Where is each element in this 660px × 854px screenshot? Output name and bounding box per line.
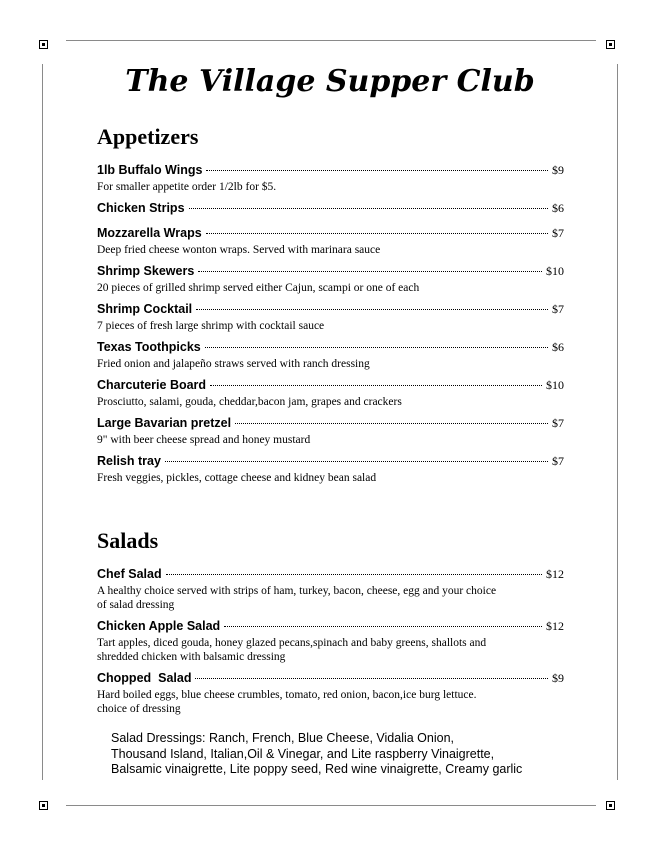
menu-item	[97, 378, 564, 410]
menu-item	[97, 454, 564, 486]
menu-item-description: of salad dressing	[97, 599, 175, 611]
menu-item-name: Chef Salad	[97, 567, 162, 581]
menu-item-description: shredded chicken with balsamic dressing	[97, 651, 286, 663]
dot-leader	[195, 677, 548, 679]
corner-mark-bottom-right	[606, 801, 615, 810]
menu-item-name: Shrimp Skewers	[97, 264, 195, 278]
dot-leader	[205, 346, 548, 348]
section-heading-appetizers: Appetizers	[97, 124, 199, 149]
menu-item-row	[97, 567, 564, 585]
menu-item-description: 20 pieces of grilled shrimp served either Cajun, scampi or one of each	[97, 282, 420, 294]
menu-item-price: $7	[552, 454, 564, 468]
menu-item	[97, 671, 564, 717]
top-border-line	[66, 40, 596, 41]
menu-item-description: Prosciutto, salami, gouda, cheddar,bacon jam, grapes and crackers	[97, 396, 402, 408]
menu-item	[97, 264, 564, 296]
menu-item-price: $10	[546, 264, 564, 278]
dressings-line: Thousand Island, Italian,Oil & Vinegar, and Lite raspberry Vinaigrette,	[111, 746, 495, 761]
menu-item	[97, 302, 564, 334]
dot-leader	[235, 422, 548, 424]
menu-item-name: Chicken Apple Salad	[97, 619, 221, 633]
menu-item-price: $7	[552, 302, 564, 316]
menu-item-description: choice of dressing	[97, 703, 181, 715]
menu-item-row	[97, 619, 564, 637]
menu-item-name: Chopped Salad	[97, 671, 192, 685]
menu-item-name: Relish tray	[97, 454, 161, 468]
menu-item-description: Hard boiled eggs, blue cheese crumbles, tomato, red onion, bacon,ice burg lettuce.	[97, 689, 477, 701]
menu-item-price: $7	[552, 226, 564, 240]
menu-item	[97, 163, 564, 195]
right-border-line	[617, 64, 618, 780]
menu-item-description: Deep fried cheese wonton wraps. Served with marinara sauce	[97, 244, 381, 256]
restaurant-title: The Village Supper Club	[125, 64, 535, 99]
menu-item-description: Tart apples, diced gouda, honey glazed pecans,spinach and baby greens, shallots and	[97, 637, 487, 649]
menu-item	[97, 201, 564, 219]
dot-leader	[224, 625, 542, 627]
menu-item-description: 7 pieces of fresh large shrimp with cocktail sauce	[97, 320, 325, 332]
menu-item-name: 1lb Buffalo Wings	[97, 163, 203, 177]
menu-item-row	[97, 226, 564, 244]
salad-dressings-note	[111, 731, 571, 778]
menu-item-row	[97, 163, 564, 181]
menu-item-price: $10	[546, 378, 564, 392]
menu-item-description: A healthy choice served with strips of ham, turkey, bacon, cheese, egg and your choice	[97, 585, 497, 597]
left-border-line	[42, 64, 43, 780]
menu-item	[97, 619, 564, 665]
menu-item-name: Shrimp Cocktail	[97, 302, 193, 316]
menu-item-price: $7	[552, 416, 564, 430]
menu-item-name: Mozzarella Wraps	[97, 226, 202, 240]
bottom-border-line	[66, 805, 596, 806]
menu-item	[97, 416, 564, 448]
menu-item-description: 9" with beer cheese spread and honey mustard	[97, 434, 311, 446]
menu-item-description: For smaller appetite order 1/2lb for $5.	[97, 181, 277, 193]
dressings-line: Salad Dressings: Ranch, French, Blue Cheese, Vidalia Onion,	[111, 731, 455, 745]
menu-item-row	[97, 264, 564, 282]
menu-item-name: Texas Toothpicks	[97, 340, 201, 354]
dressings-line: Balsamic vinaigrette, Lite poppy seed, Red wine vinaigrette, Creamy garlic	[111, 762, 523, 776]
menu-item-row	[97, 302, 564, 320]
menu-item-row	[97, 416, 564, 434]
dot-leader	[210, 384, 542, 386]
menu-item-row	[97, 671, 564, 689]
corner-mark-bottom-left	[39, 801, 48, 810]
menu-item-row	[97, 201, 564, 219]
menu-item	[97, 567, 564, 613]
corner-mark-top-right	[606, 40, 615, 49]
menu-item-price: $9	[552, 671, 564, 685]
menu-item-row	[97, 340, 564, 358]
menu-item-price: $6	[552, 201, 564, 215]
dot-leader	[196, 308, 548, 310]
menu-item-description: Fresh veggies, pickles, cottage cheese and kidney bean salad	[97, 472, 377, 484]
dot-leader	[198, 270, 542, 272]
menu-item-price: $9	[552, 163, 564, 177]
corner-mark-top-left	[39, 40, 48, 49]
dot-leader	[165, 460, 548, 462]
menu-item-price: $6	[552, 340, 564, 354]
menu-item-row	[97, 454, 564, 472]
dot-leader	[166, 573, 542, 575]
menu-item	[97, 340, 564, 372]
menu-item-row	[97, 378, 564, 396]
section-heading-salads: Salads	[97, 528, 159, 553]
dot-leader	[206, 169, 548, 171]
menu-item-name: Chicken Strips	[97, 201, 185, 215]
menu-item-description: Fried onion and jalapeño straws served with ranch dressing	[97, 358, 370, 370]
dot-leader	[189, 207, 548, 209]
menu-item-name: Large Bavarian pretzel	[97, 416, 232, 430]
menu-item	[97, 226, 564, 258]
menu-item-price: $12	[546, 567, 564, 581]
dot-leader	[206, 232, 548, 234]
menu-item-name: Charcuterie Board	[97, 378, 207, 392]
menu-item-price: $12	[546, 619, 564, 633]
